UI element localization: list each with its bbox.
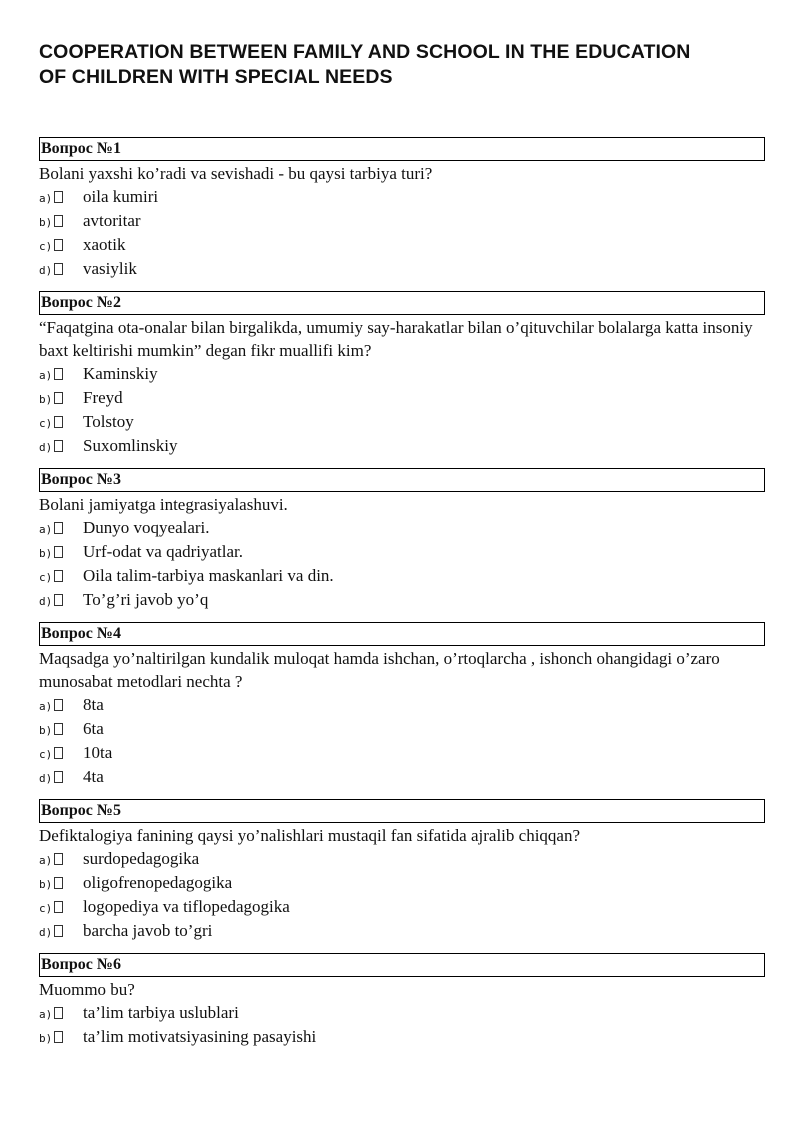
question-header: Вопрос №1: [39, 137, 765, 161]
question-text: Bolani jamiyatga integrasiyalashuvi.: [39, 495, 288, 514]
question-block: [39, 622, 765, 789]
answer-option[interactable]: [39, 895, 765, 919]
answer-option[interactable]: [39, 871, 765, 895]
answer-marker: [39, 416, 83, 430]
answer-marker: [39, 594, 83, 608]
answer-marker: [39, 522, 83, 536]
checkbox-icon[interactable]: [54, 853, 63, 865]
answer-marker: [39, 1007, 83, 1021]
answer-option[interactable]: [39, 410, 765, 434]
answer-option[interactable]: [39, 1025, 765, 1049]
answer-letter: b): [39, 1032, 53, 1045]
answer-marker: [39, 699, 83, 713]
answer-marker: [39, 570, 83, 584]
checkbox-icon[interactable]: [54, 771, 63, 783]
answer-text: xaotik: [83, 235, 126, 254]
answer-letter: b): [39, 878, 53, 891]
answer-text: Freyd: [83, 388, 123, 407]
answer-text: ta’lim motivatsiyasining pasayishi: [83, 1027, 317, 1046]
question-header: Вопрос №6: [39, 953, 765, 977]
answer-option[interactable]: [39, 717, 765, 741]
answer-text: logopediya va tiflopedagogika: [83, 897, 290, 916]
checkbox-icon[interactable]: [54, 440, 63, 452]
answer-text: avtoritar: [83, 211, 141, 230]
checkbox-icon[interactable]: [54, 901, 63, 913]
answer-marker: [39, 368, 83, 382]
answer-text: vasiylik: [83, 259, 137, 278]
answer-marker: [39, 191, 83, 205]
answer-marker: [39, 877, 83, 891]
answer-list: [39, 1001, 765, 1049]
answer-option[interactable]: [39, 564, 765, 588]
question-block: [39, 799, 765, 943]
answer-text: 6ta: [83, 719, 104, 738]
answer-option[interactable]: [39, 516, 765, 540]
answer-letter: c): [39, 902, 53, 915]
answer-option[interactable]: [39, 233, 765, 257]
answer-letter: d): [39, 926, 53, 939]
answer-text: 10ta: [83, 743, 113, 762]
checkbox-icon[interactable]: [54, 416, 63, 428]
answer-letter: b): [39, 216, 53, 229]
answer-letter: a): [39, 369, 53, 382]
answer-text: ta’lim tarbiya uslublari: [83, 1003, 239, 1022]
answer-option[interactable]: [39, 1001, 765, 1025]
checkbox-icon[interactable]: [54, 699, 63, 711]
answer-option[interactable]: [39, 434, 765, 458]
document-title: COOPERATION BETWEEN FAMILY AND SCHOOL IN THE EDUCATION OF CHILDREN WITH SPECIAL NEEDS: [39, 41, 691, 88]
answer-text: Kaminskiy: [83, 364, 158, 383]
answer-letter: d): [39, 772, 53, 785]
question-header: Вопрос №5: [39, 799, 765, 823]
answer-marker: [39, 901, 83, 915]
checkbox-icon[interactable]: [54, 570, 63, 582]
answer-text: Dunyo voqyealari.: [83, 518, 210, 537]
answer-text: oligofrenopedagogika: [83, 873, 233, 892]
answer-letter: c): [39, 417, 53, 430]
checkbox-icon[interactable]: [54, 594, 63, 606]
answer-text: To’g’ri javob yo’q: [83, 590, 209, 609]
question-text: Bolani yaxshi ko’radi va sevishadi - bu qaysi tarbiya turi?: [39, 164, 433, 183]
answer-text: 8ta: [83, 695, 104, 714]
question-block: [39, 291, 765, 458]
answer-marker: [39, 392, 83, 406]
checkbox-icon[interactable]: [54, 747, 63, 759]
answer-option[interactable]: [39, 765, 765, 789]
checkbox-icon[interactable]: [54, 723, 63, 735]
question-header: Вопрос №3: [39, 468, 765, 492]
answer-text: 4ta: [83, 767, 104, 786]
answer-option[interactable]: [39, 919, 765, 943]
answer-option[interactable]: [39, 185, 765, 209]
answer-list: [39, 516, 765, 612]
answer-option[interactable]: [39, 588, 765, 612]
answer-letter: c): [39, 240, 53, 253]
answer-marker: [39, 215, 83, 229]
checkbox-icon[interactable]: [54, 191, 63, 203]
answer-letter: a): [39, 1008, 53, 1021]
question-block: [39, 468, 765, 612]
answer-letter: a): [39, 192, 53, 205]
answer-marker: [39, 239, 83, 253]
checkbox-icon[interactable]: [54, 263, 63, 275]
answer-text: oila kumiri: [83, 187, 159, 206]
question-block: [39, 137, 765, 281]
answer-letter: c): [39, 748, 53, 761]
answer-marker: [39, 747, 83, 761]
answer-marker: [39, 925, 83, 939]
answer-list: [39, 693, 765, 789]
answer-option[interactable]: [39, 693, 765, 717]
answer-letter: b): [39, 547, 53, 560]
checkbox-icon[interactable]: [54, 522, 63, 534]
answer-option[interactable]: [39, 209, 765, 233]
answer-text: Tolstoy: [83, 412, 134, 431]
answer-option[interactable]: [39, 540, 765, 564]
answer-option[interactable]: [39, 386, 765, 410]
checkbox-icon[interactable]: [54, 1031, 63, 1043]
checkbox-icon[interactable]: [54, 877, 63, 889]
checkbox-icon[interactable]: [54, 215, 63, 227]
question-text: Muommo bu?: [39, 980, 135, 999]
answer-list: [39, 847, 765, 943]
answer-letter: d): [39, 264, 53, 277]
answer-letter: b): [39, 393, 53, 406]
answer-text: surdopedagogika: [83, 849, 200, 868]
answer-list: [39, 362, 765, 458]
checkbox-icon[interactable]: [54, 368, 63, 380]
answer-marker: [39, 440, 83, 454]
answer-letter: a): [39, 523, 53, 536]
answer-marker: [39, 853, 83, 867]
answer-marker: [39, 263, 83, 277]
checkbox-icon[interactable]: [54, 925, 63, 937]
question-text: “Faqatgina ota-onalar bilan birgalikda, umumiy say-harakatlar bilan o’qituvchilar bolalarga katta insoniy baxt keltirishi mumkin” degan fikr muallifi kim?: [39, 318, 753, 360]
answer-option[interactable]: [39, 257, 765, 281]
answer-letter: c): [39, 571, 53, 584]
answer-letter: a): [39, 700, 53, 713]
answer-letter: d): [39, 441, 53, 454]
checkbox-icon[interactable]: [54, 392, 63, 404]
answer-option[interactable]: [39, 362, 765, 386]
checkbox-icon[interactable]: [54, 239, 63, 251]
answer-option[interactable]: [39, 741, 765, 765]
question-list: [39, 137, 765, 1049]
answer-option[interactable]: [39, 847, 765, 871]
answer-list: [39, 185, 765, 281]
answer-marker: [39, 546, 83, 560]
answer-letter: a): [39, 854, 53, 867]
answer-text: barcha javob to’gri: [83, 921, 213, 940]
checkbox-icon[interactable]: [54, 1007, 63, 1019]
answer-marker: [39, 771, 83, 785]
checkbox-icon[interactable]: [54, 546, 63, 558]
question-block: [39, 953, 765, 1049]
question-header: Вопрос №4: [39, 622, 765, 646]
answer-letter: d): [39, 595, 53, 608]
question-header: Вопрос №2: [39, 291, 765, 315]
answer-text: Urf-odat va qadriyatlar.: [83, 542, 244, 561]
answer-text: Suxomlinskiy: [83, 436, 178, 455]
answer-letter: b): [39, 724, 53, 737]
question-text: Defiktalogiya fanining qaysi yo’nalishlari mustaqil fan sifatida ajralib chiqqan?: [39, 826, 581, 845]
answer-marker: [39, 723, 83, 737]
question-text: Maqsadga yo’naltirilgan kundalik muloqat hamda ishchan, o’rtoqlarcha , ishonch ohangidagi o’zaro munosabat metodlari nechta ?: [39, 649, 720, 691]
answer-marker: [39, 1031, 83, 1045]
answer-text: Oila talim-tarbiya maskanlari va din.: [83, 566, 334, 585]
